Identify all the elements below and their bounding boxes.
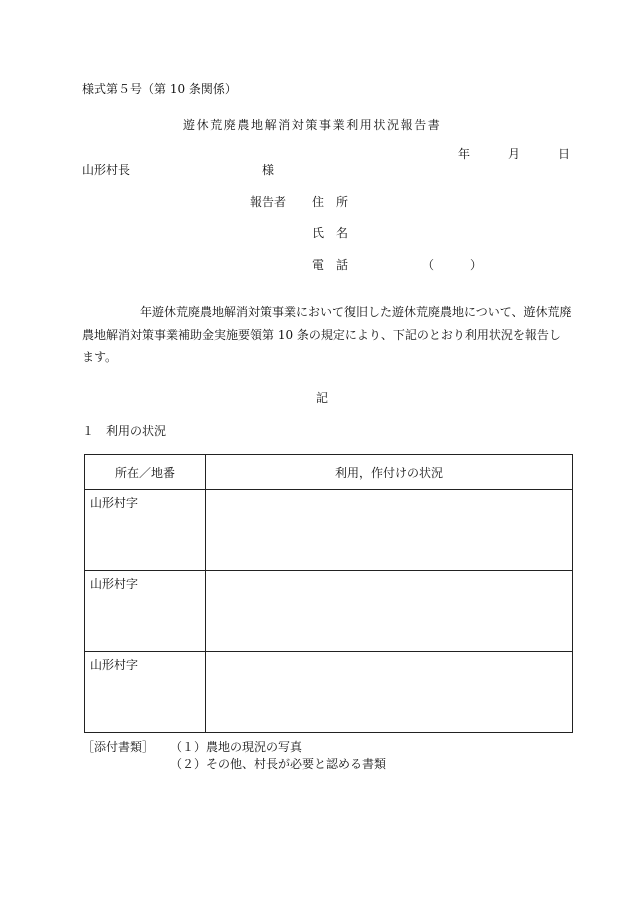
phone-label: 電 話	[312, 258, 349, 272]
status-cell	[206, 571, 573, 652]
attachment-item: （１）農地の現況の写真	[170, 740, 303, 754]
attachment-item: （２）その他、村長が必要と認める書類	[170, 757, 387, 771]
date-month: 月	[508, 147, 521, 161]
date-day: 日	[558, 147, 571, 161]
section-heading: １ 利用の状況	[82, 424, 167, 438]
location-cell: 山形村字	[85, 652, 206, 733]
date-year: 年	[458, 147, 471, 161]
form-number: 様式第５号（第 10 条関係）	[82, 82, 237, 96]
location-cell: 山形村字	[85, 490, 206, 571]
reporter-label: 報告者	[250, 195, 287, 209]
body-text: 年遊休荒廃農地解消対策事業において復旧した遊休荒廃農地について、遊休荒廃農地解消対策事業補助金実施要領第 10 条の規定により、下記のとおり利用状況を報告します。	[82, 305, 572, 364]
addressee-name: 山形村長	[82, 163, 131, 177]
status-cell	[206, 652, 573, 733]
body-paragraph	[82, 301, 572, 369]
addressee-honorific: 様	[262, 163, 275, 177]
table-row	[85, 652, 573, 733]
header-status: 利用，作付けの状況	[206, 455, 573, 490]
table-row	[85, 490, 573, 571]
usage-table	[84, 454, 573, 733]
status-cell	[206, 490, 573, 571]
ki-heading: 記	[316, 391, 329, 405]
phone-area-code: （ ）	[422, 258, 483, 272]
table-row	[85, 571, 573, 652]
header-location: 所在／地番	[85, 455, 206, 490]
address-label: 住 所	[312, 195, 349, 209]
table-header-row	[85, 455, 573, 490]
location-cell: 山形村字	[85, 571, 206, 652]
attachments-label: ［添付書類］	[82, 740, 155, 754]
name-label: 氏 名	[312, 226, 349, 240]
document-title: 遊休荒廃農地解消対策事業利用状況報告書	[183, 118, 442, 132]
